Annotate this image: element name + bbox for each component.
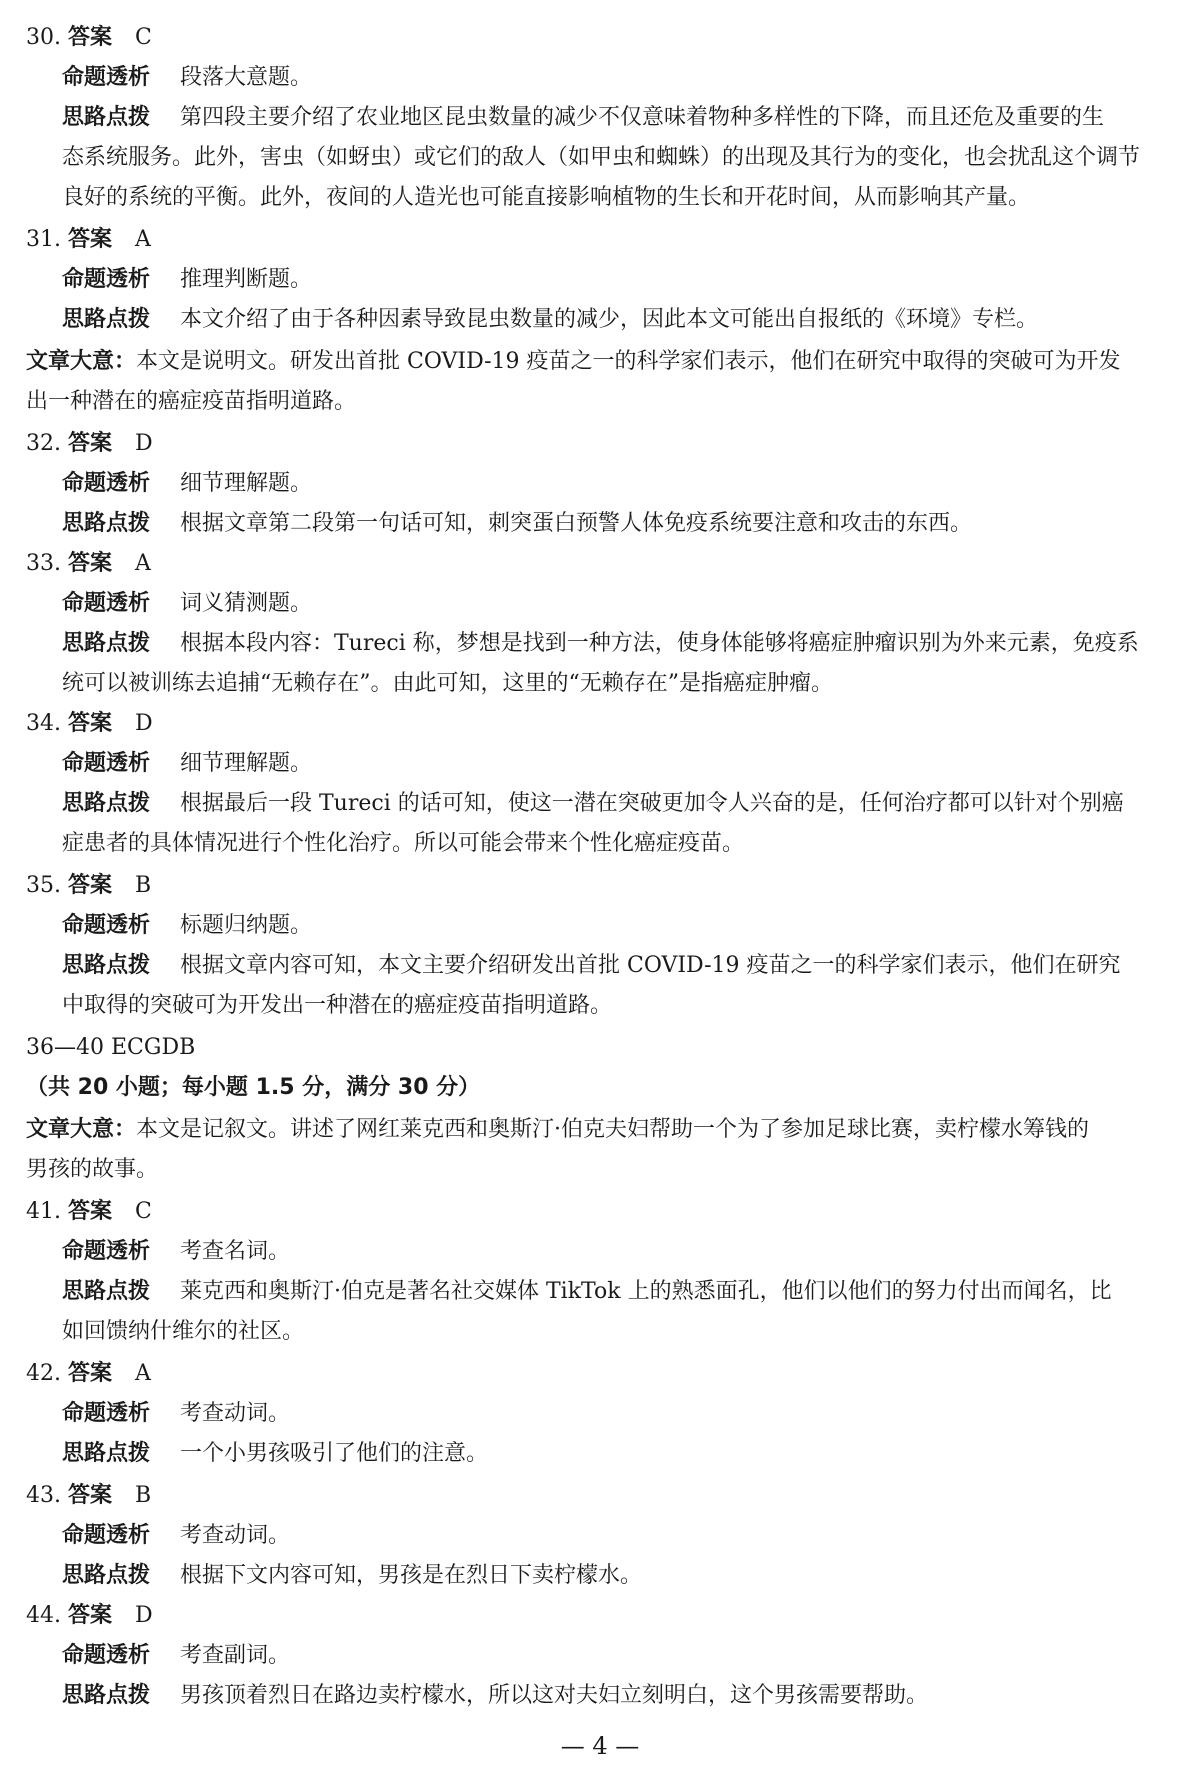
question-43-answer: [0, 1476, 1200, 1516]
analysis-label: 命题透析: [62, 1523, 151, 1548]
answer-value: D: [135, 431, 153, 456]
answer-value: D: [135, 1603, 153, 1628]
answer-value: A: [135, 551, 151, 576]
answer-label: 答案: [68, 431, 113, 456]
answer-label: 答案: [68, 25, 113, 50]
hint-text: 根据下文内容可知，男孩是在烈日下卖柠檬水。: [180, 1563, 643, 1588]
answer-label: 答案: [68, 711, 113, 736]
hint-text: 一个小男孩吸引了他们的注意。: [180, 1441, 489, 1466]
question-number: 33.: [26, 551, 61, 576]
question-44-analysis: [0, 1636, 1200, 1676]
hint-continuation: 症患者的具体情况进行个性化治疗。所以可能会带来个性化癌症疫苗。: [62, 831, 745, 856]
hint-continuation: 良好的系统的平衡。此外，夜间的人造光也可能直接影响植物的生长和开花时间，从而影响其产量。: [62, 185, 1031, 210]
question-number: 30.: [26, 25, 61, 50]
question-30-answer: [0, 18, 1200, 58]
hint-label: 思路点拨: [62, 105, 151, 130]
analysis-label: 命题透析: [62, 591, 151, 616]
question-34-answer: [0, 704, 1200, 744]
question-34-analysis: [0, 744, 1200, 784]
hint-text: 根据文章内容可知，本文主要介绍研发出首批 COVID-19 疫苗之一的科学家们表示，他们在研究: [180, 953, 1121, 978]
summary-continuation: 出一种潜在的癌症疫苗指明道路。: [26, 389, 357, 414]
answer-label: 答案: [68, 1361, 113, 1386]
summary-continuation: 男孩的故事。: [26, 1157, 159, 1182]
question-43-hint: [0, 1556, 1200, 1596]
question-number: 41.: [26, 1199, 61, 1224]
question-number: 42.: [26, 1361, 61, 1386]
analysis-text: 细节理解题。: [180, 471, 313, 496]
answer-value: B: [135, 1483, 152, 1508]
question-34-hint: [0, 784, 1200, 824]
hint-text: 根据文章第二段第一句话可知，刺突蛋白预警人体免疫系统要注意和攻击的东西。: [180, 511, 973, 536]
hint-text: 莱克西和奥斯汀·伯克是著名社交媒体 TikTok 上的熟悉面孔，他们以他们的努力付出而闻名，比: [180, 1279, 1112, 1304]
answer-value: C: [135, 25, 152, 50]
question-33-analysis: [0, 584, 1200, 624]
question-35-answer: [0, 866, 1200, 906]
hint-continuation: 如回馈纳什维尔的社区。: [62, 1319, 305, 1344]
hint-text: 第四段主要介绍了农业地区昆虫数量的减少不仅意味着物种多样性的下降，而且还危及重要的生: [180, 105, 1105, 130]
hint-label: 思路点拨: [62, 791, 151, 816]
answer-label: 答案: [68, 1199, 113, 1224]
question-30-hint: [0, 98, 1200, 138]
hint-text: 本文介绍了由于各种因素导致昆虫数量的减少，因此本文可能出自报纸的《环境》专栏。: [180, 307, 1039, 332]
article-summary-d: [0, 1110, 1200, 1150]
answers-36-40: 36—40 ECGDB: [26, 1035, 196, 1060]
summary-label: 文章大意：: [26, 1117, 137, 1142]
summary-label: 文章大意：: [26, 349, 137, 374]
hint-text: 根据最后一段 Tureci 的话可知，使这一潜在突破更加令人兴奋的是，任何治疗都可以针对个别癌: [180, 791, 1124, 816]
hint-label: 思路点拨: [62, 953, 151, 978]
question-number: 31.: [26, 227, 61, 252]
analysis-label: 命题透析: [62, 1401, 151, 1426]
hint-text: 根据本段内容：Tureci 称，梦想是找到一种方法，使身体能够将癌症肿瘤识别为外来元素，免疫系: [180, 631, 1139, 656]
analysis-label: 命题透析: [62, 913, 151, 938]
question-33-answer: [0, 544, 1200, 584]
question-32-analysis: [0, 464, 1200, 504]
hint-text: 男孩顶着烈日在路边卖柠檬水，所以这对夫妇立刻明白，这个男孩需要帮助。: [180, 1683, 929, 1708]
analysis-label: 命题透析: [62, 267, 151, 292]
analysis-text: 词义猜测题。: [180, 591, 313, 616]
article-summary-c: [0, 342, 1200, 382]
answer-value: B: [135, 873, 152, 898]
answer-label: 答案: [68, 551, 113, 576]
analysis-text: 考查动词。: [180, 1401, 291, 1426]
question-31-analysis: [0, 260, 1200, 300]
analysis-text: 考查名词。: [180, 1239, 291, 1264]
summary-text: 本文是说明文。研发出首批 COVID-19 疫苗之一的科学家们表示，他们在研究中取得的突破可为开发: [136, 349, 1121, 374]
answer-label: 答案: [68, 1483, 113, 1508]
hint-label: 思路点拨: [62, 1683, 151, 1708]
analysis-label: 命题透析: [62, 751, 151, 776]
analysis-label: 命题透析: [62, 1643, 151, 1668]
section-note: （共 20 小题；每小题 1.5 分，满分 30 分）: [26, 1075, 481, 1100]
analysis-text: 段落大意题。: [180, 65, 313, 90]
hint-label: 思路点拨: [62, 511, 151, 536]
page-number: — 4 —: [560, 1732, 640, 1760]
answer-value: C: [135, 1199, 152, 1224]
hint-label: 思路点拨: [62, 631, 151, 656]
hint-continuation: 统可以被训练去追捕“无赖存在”。由此可知，这里的“无赖存在”是指癌症肿瘤。: [62, 671, 833, 696]
question-31-answer: [0, 220, 1200, 260]
analysis-text: 细节理解题。: [180, 751, 313, 776]
question-41-hint: [0, 1272, 1200, 1312]
question-35-hint: [0, 946, 1200, 986]
question-number: 44.: [26, 1603, 61, 1628]
analysis-label: 命题透析: [62, 1239, 151, 1264]
question-41-answer: [0, 1192, 1200, 1232]
analysis-text: 考查副词。: [180, 1643, 291, 1668]
question-number: 34.: [26, 711, 61, 736]
question-number: 43.: [26, 1483, 61, 1508]
analysis-text: 考查动词。: [180, 1523, 291, 1548]
hint-label: 思路点拨: [62, 1441, 151, 1466]
question-42-answer: [0, 1354, 1200, 1394]
question-42-analysis: [0, 1394, 1200, 1434]
question-number: 35.: [26, 873, 61, 898]
question-44-answer: [0, 1596, 1200, 1636]
question-32-answer: [0, 424, 1200, 464]
answer-label: 答案: [68, 873, 113, 898]
question-43-analysis: [0, 1516, 1200, 1556]
hint-label: 思路点拨: [62, 307, 151, 332]
question-44-hint: [0, 1676, 1200, 1716]
answer-value: A: [135, 227, 151, 252]
question-31-hint: [0, 300, 1200, 340]
answer-value: A: [135, 1361, 151, 1386]
question-30-analysis: [0, 58, 1200, 98]
summary-text: 本文是记叙文。讲述了网红莱克西和奥斯汀·伯克夫妇帮助一个为了参加足球比赛，卖柠檬水筹钱的: [136, 1117, 1090, 1142]
question-42-hint: [0, 1434, 1200, 1474]
analysis-text: 推理判断题。: [180, 267, 313, 292]
hint-label: 思路点拨: [62, 1279, 151, 1304]
hint-continuation: 态系统服务。此外，害虫（如蚜虫）或它们的敌人（如甲虫和蜘蛛）的出现及其行为的变化，也会扰乱这个调节: [62, 145, 1141, 170]
analysis-label: 命题透析: [62, 471, 151, 496]
analysis-label: 命题透析: [62, 65, 151, 90]
answer-label: 答案: [68, 1603, 113, 1628]
question-32-hint: [0, 504, 1200, 544]
question-number: 32.: [26, 431, 61, 456]
question-41-analysis: [0, 1232, 1200, 1272]
question-33-hint: [0, 624, 1200, 664]
analysis-text: 标题归纳题。: [180, 913, 313, 938]
question-35-analysis: [0, 906, 1200, 946]
hint-label: 思路点拨: [62, 1563, 151, 1588]
answer-label: 答案: [68, 227, 113, 252]
answer-value: D: [135, 711, 153, 736]
hint-continuation: 中取得的突破可为开发出一种潜在的癌症疫苗指明道路。: [62, 993, 613, 1018]
